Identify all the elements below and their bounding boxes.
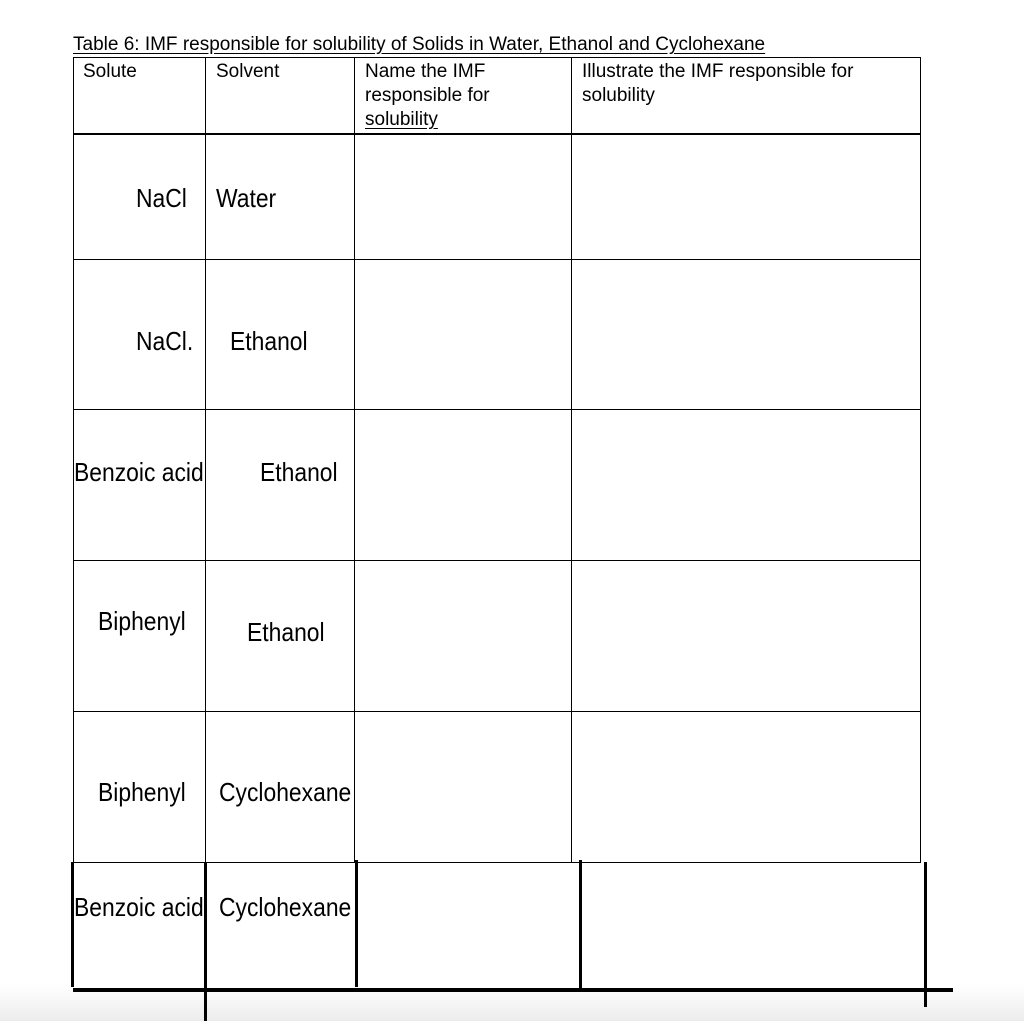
row-2-imf-name-cell[interactable] — [356, 261, 570, 408]
row-6-imf-name-cell[interactable] — [359, 864, 578, 986]
header-illustration-line: Illustrate the IMF responsible for — [582, 61, 854, 82]
row-2-solvent: Ethanol — [230, 326, 308, 356]
table-caption: Table 6: IMF responsible for solubility of Solids in Water, Ethanol and Cyclohexane — [73, 34, 766, 55]
header-imf-name-line: Name the IMF — [365, 61, 486, 82]
row-2-solute: NaCl. — [136, 326, 194, 356]
row-4-illustration-cell[interactable] — [573, 562, 919, 710]
row-3-solute: Benzoic acid — [74, 457, 204, 487]
row-1-imf-name-cell[interactable] — [356, 135, 570, 258]
row-5-imf-name-cell[interactable] — [356, 713, 570, 861]
row-1-solute: NaCl — [136, 183, 187, 213]
row-1-solvent: Water — [216, 183, 277, 213]
header-imf-illustration — [582, 60, 853, 108]
header-imf-name — [365, 60, 490, 132]
row-6-solvent: Cyclohexane — [219, 892, 352, 922]
header-illustration-line: solubility — [582, 85, 655, 106]
row-4-imf-name-cell[interactable] — [356, 562, 570, 710]
row-4-solute: Biphenyl — [98, 606, 186, 636]
row-3-illustration-cell[interactable] — [573, 411, 919, 559]
header-solute: Solute — [83, 61, 137, 82]
row-2-illustration-cell[interactable] — [573, 261, 919, 408]
row-6-solute: Benzoic acid — [74, 892, 204, 922]
row-5-solute: Biphenyl — [98, 777, 186, 807]
row-3-imf-name-cell[interactable] — [356, 411, 570, 559]
row-5-illustration-cell[interactable] — [573, 713, 919, 861]
row-6-illustration-cell[interactable] — [583, 864, 923, 986]
header-imf-name-line: responsible for — [365, 85, 490, 106]
row-3-solvent: Ethanol — [260, 457, 338, 487]
header-imf-name-line: solubility — [365, 109, 438, 130]
row-4-solvent: Ethanol — [247, 617, 325, 647]
header-solvent: Solvent — [216, 61, 280, 82]
row-5-solvent: Cyclohexane — [219, 777, 352, 807]
row-1-illustration-cell[interactable] — [573, 135, 919, 258]
